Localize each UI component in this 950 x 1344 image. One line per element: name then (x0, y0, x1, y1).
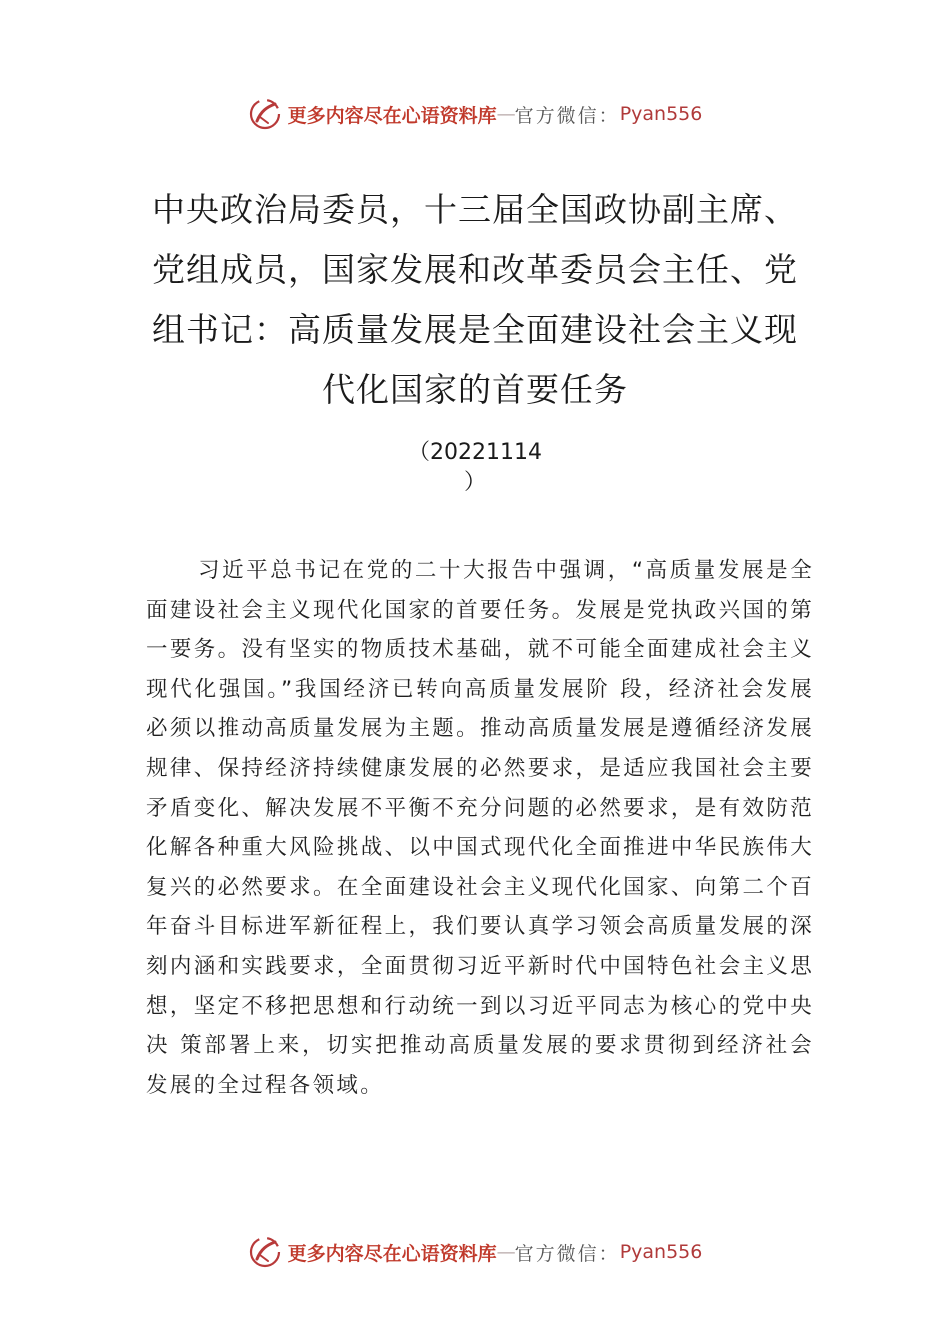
brush-seal-logo-icon (248, 1235, 282, 1269)
brush-seal-logo-icon (248, 97, 282, 131)
banner-promo-text: 更多内容尽在心语资料库 (287, 104, 497, 127)
document-date (0, 438, 950, 498)
document-title: 中央政治局委员，十三届全国政协副主席、党组成员，国家发展和改革委员会主任、党组书记：高质量发展是全面建设社会主义现代化国家的首要任务 (152, 190, 798, 409)
banner-wechat-id: Pyan556 (619, 103, 703, 125)
banner-wechat-id: Pyan556 (619, 1241, 703, 1263)
date-line-2: ） (463, 470, 486, 495)
footer-banner (0, 1230, 950, 1274)
banner-separator: — (496, 103, 515, 125)
header-banner (0, 92, 950, 136)
date-line-1: （20221114 (408, 440, 542, 465)
banner-separator: — (496, 1241, 515, 1263)
banner-promo-text: 更多内容尽在心语资料库 (287, 1242, 497, 1265)
banner-wechat-label: 官方微信： (514, 1242, 620, 1265)
banner-wechat-label: 官方微信： (514, 104, 620, 127)
body-paragraph: 习近平总书记在党的二十大报告中强调，“高质量发展是全面建设社会主义现代化国家的首要任务。发展是党执政兴国的第一要务。没有坚实的物质技术基础，就不可能全面建成社会主义现代化强国。”我国经济已转向高质量发展阶 段，经济社会发展必须以推动高质量发展为主题。推动高质量发展是遵循经济发展规律、保持经济持续健康发展的必然要求，是适应我国社会主要矛盾变化、解决发展不平衡不充分问题的必然要求，是有效防范化解各种重大风险挑战、以中国式现代化全面推进中华民族伟大复兴的必然要求。在全面建设社会主义现代化国家、向第二个百年奋斗目标进军新征程上，我们要认真学习领会高质量发展的深刻内涵和实践要求，全面贯彻习近平新时代中国特色社会主义思想，坚定不移把思想和行动统一到以习近平同志为核心的党中央决 策部署上来，切实把推动高质量发展的要求贯彻到经济社会发展的全过程各领域。 (146, 558, 814, 1098)
